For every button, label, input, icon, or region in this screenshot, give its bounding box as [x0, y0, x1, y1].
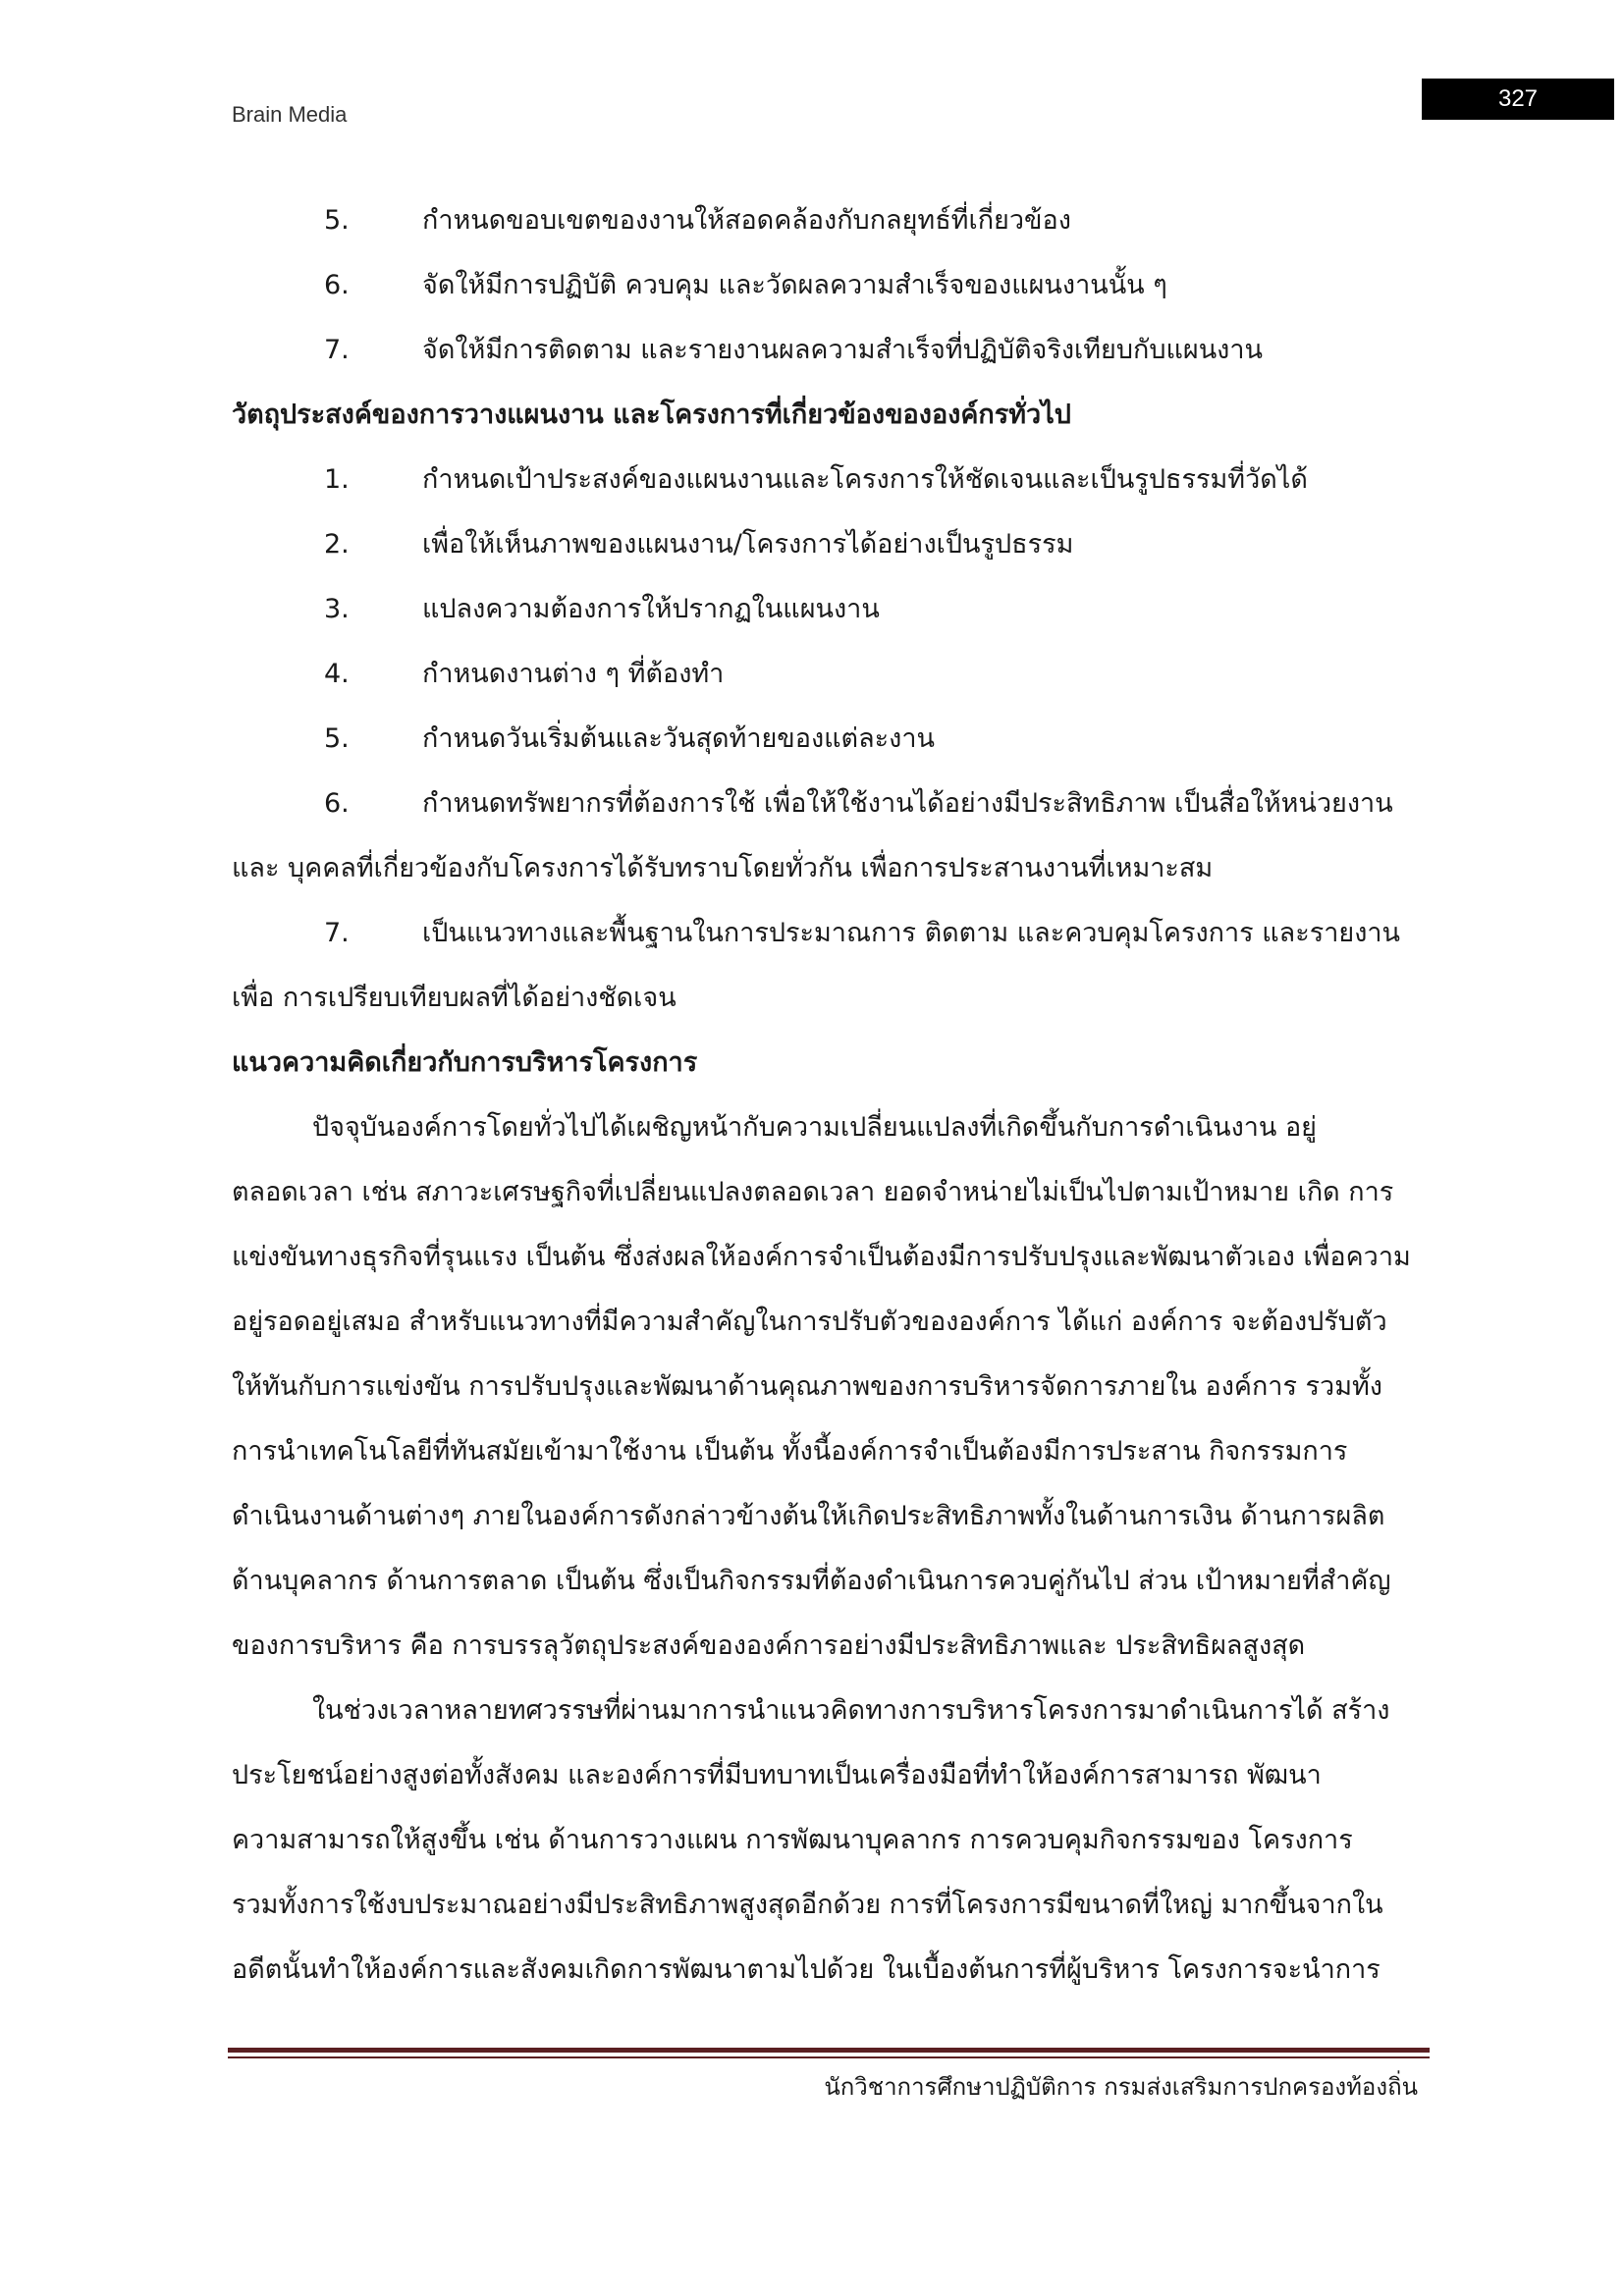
list-item-text: เป็นแนวทางและพื้นฐานในการประมาณการ ติดตาม และควบคุมโครงการ และรายงาน [422, 918, 1400, 948]
list-item-text: แปลงความต้องการให้ปรากฏในแผนงาน [422, 594, 880, 624]
list-item-number: 7. [324, 335, 350, 365]
header-brand: Brain Media [232, 102, 348, 127]
list-item-text: กำหนดเป้าประสงค์ของแผนงานและโครงการให้ชัดเจนและเป็นรูปธรรมที่วัดได้ [422, 464, 1308, 495]
paragraph-line: ในช่วงเวลาหลายทศวรรษที่ผ่านมาการนำแนวคิดทางการบริหารโครงการมาดำเนินการได้ สร้าง [312, 1695, 1390, 1726]
paragraph-line: การนำเทคโนโลยีที่ทันสมัยเข้ามาใช้งาน เป็นต้น ทั้งนี้องค์การจำเป็นต้องมีการประสาน กิจกรรมการ [232, 1436, 1348, 1467]
paragraph-line: แข่งขันทางธุรกิจที่รุนแรง เป็นต้น ซึ่งส่งผลให้องค์การจำเป็นต้องมีการปรับปรุงและพัฒนาตัวเอง เพื่อความ [232, 1242, 1411, 1272]
list-item-number: 7. [324, 918, 350, 948]
paragraph-line: ดำเนินงานด้านต่างๆ ภายในองค์การดังกล่าวข้างต้นให้เกิดประสิทธิภาพทั้งในด้านการเงิน ด้านการผลิต [232, 1501, 1385, 1531]
list-item-text: จัดให้มีการติดตาม และรายงานผลความสำเร็จที่ปฏิบัติจริงเทียบกับแผนงาน [422, 335, 1263, 365]
list-item-number: 5. [324, 205, 350, 236]
list-item-continuation: และ บุคคลที่เกี่ยวข้องกับโครงการได้รับทราบโดยทั่วกัน เพื่อการประสานงานที่เหมาะสม [232, 853, 1214, 883]
paragraph-line: ปัจจุบันองค์การโดยทั่วไปได้เผชิญหน้ากับความเปลี่ยนแปลงที่เกิดขึ้นกับการดำเนินงาน อยู่ [312, 1112, 1317, 1143]
list-item-text: กำหนดขอบเขตของงานให้สอดคล้องกับกลยุทธ์ที่เกี่ยวข้อง [422, 205, 1071, 236]
paragraph-line: อยู่รอดอยู่เสมอ สำหรับแนวทางที่มีความสำคัญในการปรับตัวขององค์การ ได้แก่ องค์การ จะต้องปรับตัว [232, 1307, 1387, 1337]
list-item-text: จัดให้มีการปฏิบัติ ควบคุม และวัดผลความสำเร็จของแผนงานนั้น ๆ [422, 270, 1167, 300]
paragraph-line: รวมทั้งการใช้งบประมาณอย่างมีประสิทธิภาพสูงสุดอีกด้วย การที่โครงการมีขนาดที่ใหญ่ มากขึ้นจากใน [232, 1890, 1383, 1920]
section-heading: แนวความคิดเกี่ยวกับการบริหารโครงการ [232, 1047, 698, 1078]
page-number: 327 [1422, 79, 1614, 120]
list-item-number: 6. [324, 788, 350, 819]
list-item-number: 5. [324, 723, 350, 754]
paragraph-line: ความสามารถให้สูงขึ้น เช่น ด้านการวางแผน การพัฒนาบุคลากร การควบคุมกิจกรรมของ โครงการ [232, 1825, 1353, 1855]
paragraph-line: อดีตนั้นทำให้องค์การและสังคมเกิดการพัฒนาตามไปด้วย ในเบื้องต้นการที่ผู้บริหาร โครงการจะนำการ [232, 1954, 1380, 1985]
paragraph-line: ประโยชน์อย่างสูงต่อทั้งสังคม และองค์การที่มีบทบาทเป็นเครื่องมือที่ทำให้องค์การสามารถ พัฒนา [232, 1760, 1322, 1790]
list-item-text: กำหนดทรัพยากรที่ต้องการใช้ เพื่อให้ใช้งานได้อย่างมีประสิทธิภาพ เป็นสื่อให้หน่วยงาน [422, 788, 1393, 819]
footer-divider [228, 2048, 1430, 2053]
footer-divider-thin [228, 2056, 1430, 2058]
list-item-text: เพื่อให้เห็นภาพของแผนงาน/โครงการได้อย่างเป็นรูปธรรม [422, 529, 1074, 560]
footer-text: นักวิชาการศึกษาปฏิบัติการ กรมส่งเสริมการปกครองท้องถิ่น [824, 2073, 1418, 2101]
paragraph-line: ด้านบุคลากร ด้านการตลาด เป็นต้น ซึ่งเป็นกิจกรรมที่ต้องดำเนินการควบคู่กันไป ส่วน เป้าหมายที่สำคัญ [232, 1566, 1391, 1596]
list-item-number: 1. [324, 464, 350, 495]
list-item-number: 6. [324, 270, 350, 300]
list-item-continuation: เพื่อ การเปรียบเทียบผลที่ได้อย่างชัดเจน [232, 983, 677, 1013]
list-item-number: 3. [324, 594, 350, 624]
paragraph-line: ให้ทันกับการแข่งขัน การปรับปรุงและพัฒนาด้านคุณภาพของการบริหารจัดการภายใน องค์การ รวมทั้ง [232, 1371, 1382, 1402]
paragraph-line: ของการบริหาร คือ การบรรลุวัตถุประสงค์ขององค์การอย่างมีประสิทธิภาพและ ประสิทธิผลสูงสุด [232, 1630, 1306, 1661]
list-item-number: 4. [324, 659, 350, 689]
list-item-text: กำหนดวันเริ่มต้นและวันสุดท้ายของแต่ละงาน [422, 723, 935, 754]
paragraph-line: ตลอดเวลา เช่น สภาวะเศรษฐกิจที่เปลี่ยนแปลงตลอดเวลา ยอดจำหน่ายไม่เป็นไปตามเป้าหมาย เกิด การ [232, 1177, 1394, 1207]
list-item-text: กำหนดงานต่าง ๆ ที่ต้องทำ [422, 659, 725, 689]
list-item-number: 2. [324, 529, 350, 560]
section-heading: วัตถุประสงค์ของการวางแผนงาน และโครงการที่เกี่ยวข้องขององค์กรทั่วไป [232, 400, 1071, 430]
